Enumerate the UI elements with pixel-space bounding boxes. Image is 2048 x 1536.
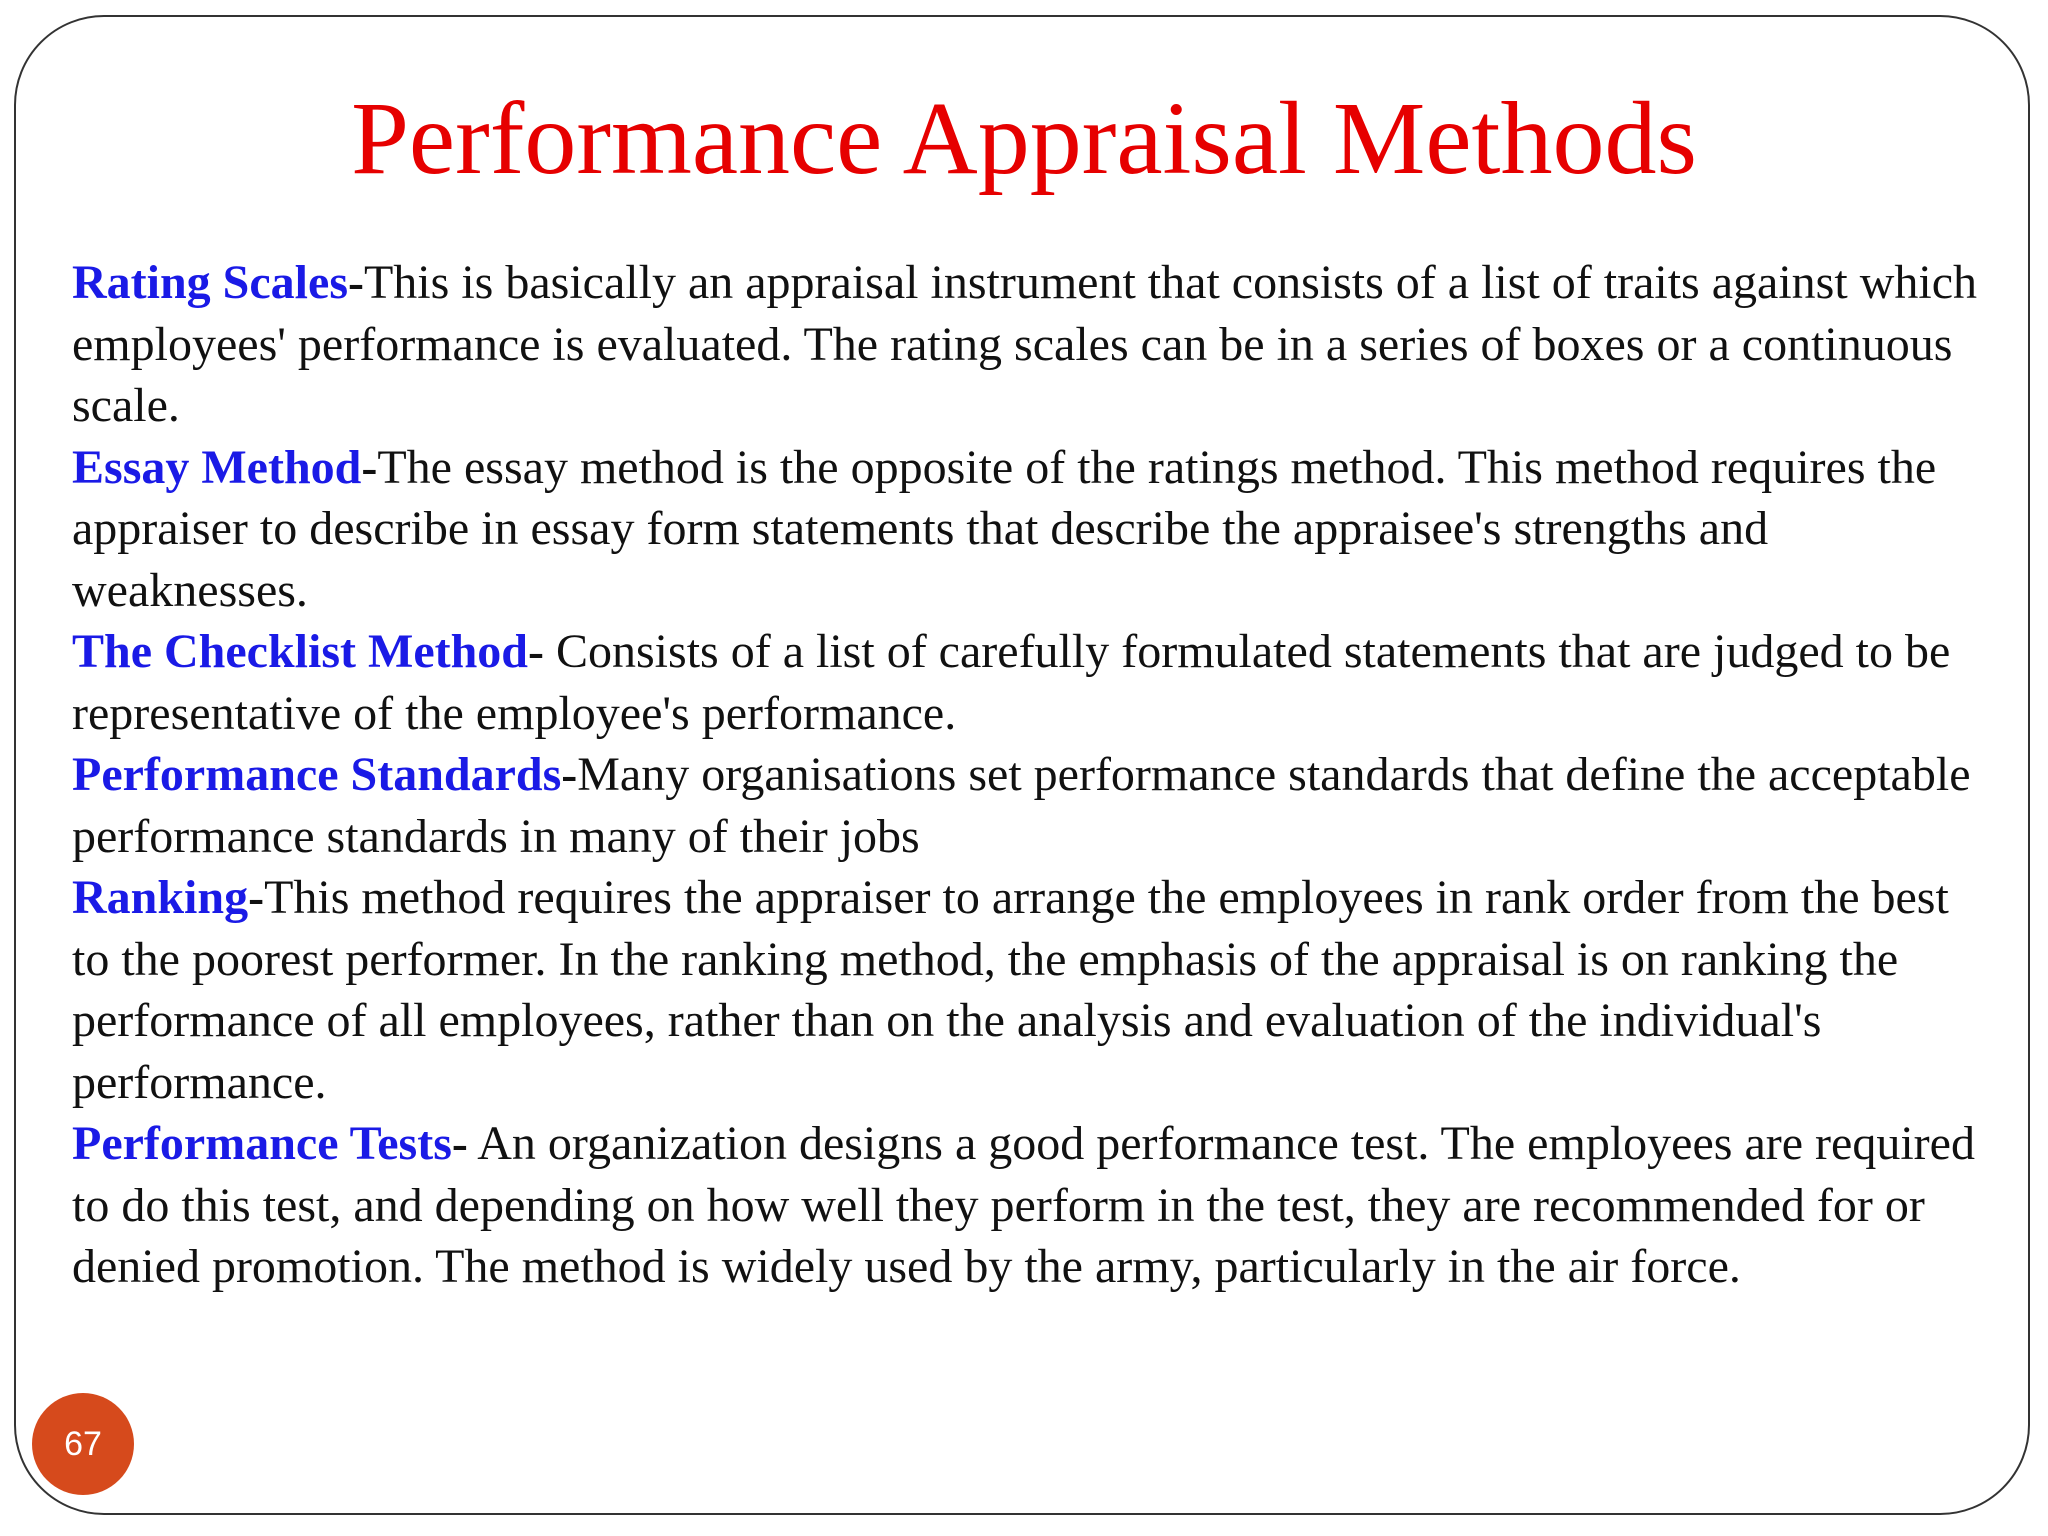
term-separator: - — [248, 871, 265, 924]
method-term: Ranking — [72, 871, 249, 924]
term-separator: - — [528, 625, 544, 678]
method-entry-ranking — [72, 867, 1992, 1113]
method-description: Consists of a list of carefully formulated statements that are judged to be representative of the employee's performance. — [72, 625, 1951, 740]
method-entry-performance-standards — [72, 744, 1992, 867]
slide-title: Performance Appraisal Methods — [351, 81, 1697, 196]
method-description: An organization designs a good performance test. The employees are required to do this test, and depending on how well they perform in the test, they are recommended for or denied promotion. The method is widely used by the army, particularly in the air force. — [72, 1117, 1975, 1293]
method-description: This method requires the appraiser to arrange the employees in rank order from the best to the poorest performer. In the ranking method, the emphasis of the appraisal is on ranking the performance of all employees, rather than on the analysis and evaluation of the individual's performance. — [72, 871, 1949, 1109]
method-entry-essay-method — [72, 437, 1992, 622]
page-number: 67 — [64, 1424, 102, 1463]
method-term: Essay Method — [72, 440, 362, 494]
method-entry-checklist-method — [72, 621, 1992, 744]
method-term: Rating Scales — [72, 256, 348, 309]
term-separator: - — [361, 440, 378, 494]
method-description: This is basically an appraisal instrument that consists of a list of traits against which employees' performance is evaluated. The rating scales can be in a series of boxes or a continuous scale. — [72, 256, 1977, 432]
page-number-badge — [32, 1393, 134, 1495]
method-term: Performance Standards — [72, 748, 562, 801]
method-entry-performance-tests — [72, 1113, 1992, 1298]
method-description: The essay method is the opposite of the ratings method. This method requires the appraiser to describe in essay form statements that describe the appraisee's strengths and weaknesses. — [72, 440, 1937, 617]
method-term: The Checklist Method — [72, 625, 528, 678]
term-separator: - — [451, 1117, 468, 1170]
methods-list — [72, 252, 1992, 1298]
method-entry-rating-scales — [72, 252, 1992, 437]
method-description: Many organisations set performance standards that define the acceptable performance standards in many of their jobs — [72, 748, 1971, 863]
term-separator: - — [348, 256, 364, 309]
term-separator: - — [561, 748, 578, 801]
method-term: Performance Tests — [72, 1117, 452, 1170]
